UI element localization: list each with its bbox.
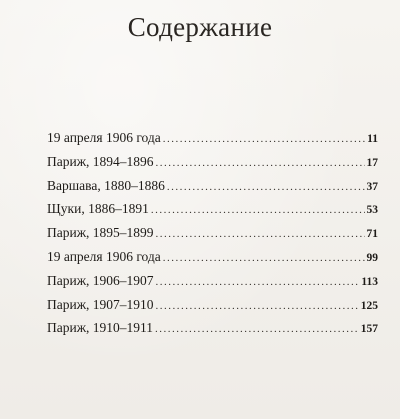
- toc-entry-page: 157: [360, 323, 378, 336]
- toc-entry: [47, 178, 378, 202]
- page-title: Содержание: [127, 12, 273, 42]
- toc-entry-page: 113: [361, 275, 378, 288]
- toc-entry-label: Париж, 1895–1899: [47, 225, 154, 241]
- toc-entry: [47, 225, 378, 249]
- dot-leader: [155, 323, 359, 335]
- toc-entry: [47, 249, 378, 273]
- toc-entry-page: 71: [366, 228, 378, 241]
- dot-leader: [151, 204, 365, 216]
- dot-leader: [156, 276, 360, 288]
- toc-entry: [47, 320, 378, 344]
- toc-entry-label: Париж, 1894–1896: [47, 153, 154, 169]
- toc-entry-page: 11: [367, 133, 378, 145]
- dot-leader: [163, 133, 365, 145]
- toc-entry-label: Париж, 1910–1911: [47, 320, 154, 336]
- toc-entry: [47, 201, 378, 225]
- toc-entry: [47, 297, 378, 321]
- toc-entry: [47, 130, 378, 154]
- toc-entry-page: 37: [366, 180, 378, 193]
- toc-entry: [47, 273, 378, 297]
- dot-leader: [156, 228, 365, 240]
- dot-leader: [156, 300, 359, 312]
- toc-entry-page: 99: [366, 251, 378, 264]
- dot-leader: [156, 157, 365, 169]
- toc-entry-page: 125: [360, 299, 378, 312]
- toc-entry-label: Варшава, 1880–1886: [47, 177, 165, 193]
- toc-entry: [47, 154, 378, 178]
- toc-entry-label: 19 апреля 1906 года: [47, 130, 161, 145]
- toc-entry-page: 17: [366, 156, 378, 169]
- toc-entry-page: 53: [366, 204, 378, 217]
- toc-entry-label: Щуки, 1886–1891: [47, 201, 149, 217]
- toc-entry-label: Париж, 1907–1910: [47, 296, 154, 312]
- toc-entry-label: 19 апреля 1906 года: [47, 248, 161, 264]
- dot-leader: [167, 181, 365, 193]
- dot-leader: [163, 252, 365, 264]
- table-of-contents: [47, 130, 378, 344]
- toc-entry-label: Париж, 1906–1907: [47, 272, 154, 288]
